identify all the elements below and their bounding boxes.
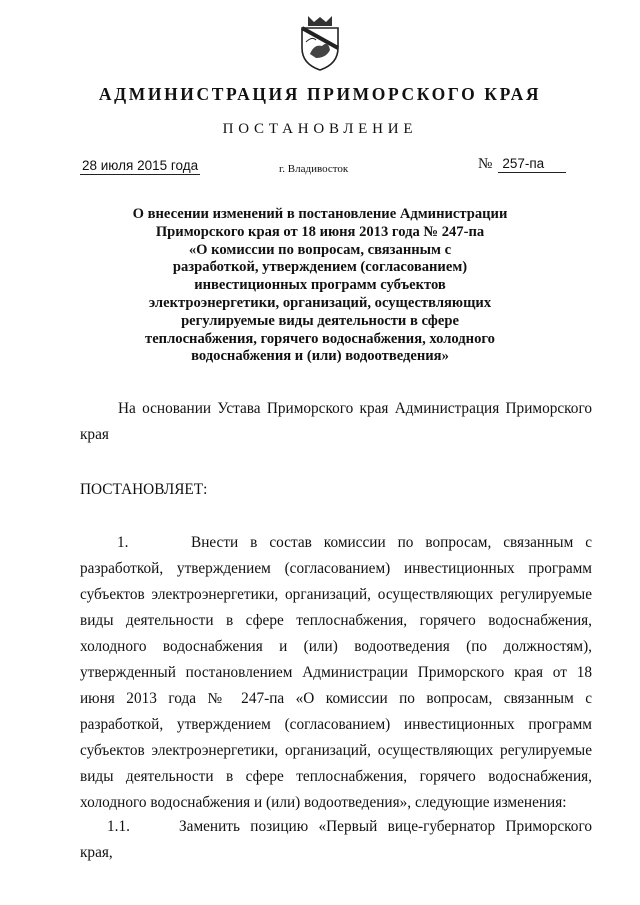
- number-sign: №: [478, 156, 493, 172]
- heading-line: регулируемые виды деятельности в сфере: [181, 312, 459, 329]
- document-heading: [120, 206, 520, 366]
- document-date: 28 июля 2015 года: [82, 158, 199, 173]
- heading-line: Приморского края от 18 июня 2013 года № 247-па: [155, 223, 485, 240]
- coat-of-arms-emblem: [296, 14, 344, 72]
- document-city: г. Владивосток: [279, 163, 349, 175]
- heading-line: электроэнергетики, организаций, осуществляющих: [148, 294, 492, 311]
- item-1-1-text: Заменить позицию «Первый вице-губернатор Приморского края,: [80, 818, 592, 861]
- heading-line: разработкой, утверждением (согласованием): [172, 259, 468, 276]
- item-1-paragraph: [80, 530, 592, 816]
- document-type: ПОСТАНОВЛЕНИЕ: [222, 121, 418, 137]
- item-1-text: Внести в состав комиссии по вопросам, связанным с разработкой, утверждением (согласованием) инвестиционных программ субъектов электроэнергетики, организаций, осуществляющих регулируемые виды деятельности в сфере теплоснабжения, горячего водоснабжения, холодного водоснабжения и (или) водоотведения (по должностям), утвержденный постановлением Администрации Приморского края от 18 июня 2013 года № 247-па «О комиссии по вопросам, связанным с разработкой, утверждением (согласованием) инвестиционных программ субъектов электроэнергетики, организаций, осуществляющих регулируемые виды деятельности в сфере теплоснабжения, горячего водоснабжения, холодного водоснабжения и (или) водоотведения», следующие изменения:: [80, 534, 592, 811]
- number-value: 257-па: [498, 156, 566, 173]
- heading-line: теплоснабжения, горячего водоснабжения, холодного: [145, 330, 495, 347]
- document-number: [478, 156, 566, 173]
- basis-paragraph: На основании Устава Приморского края Администрация Приморского края: [80, 400, 592, 443]
- heading-line: «О комиссии по вопросам, связанным с: [188, 241, 452, 258]
- item-1-1-paragraph: [80, 814, 592, 866]
- item-1-1-number: 1.1.: [107, 818, 130, 835]
- decree-word: ПОСТАНОВЛЯЕТ:: [80, 481, 208, 498]
- heading-line: водоснабжения и (или) водоотведения»: [191, 348, 449, 365]
- heading-line: инвестиционных программ субъектов: [194, 277, 446, 294]
- heading-line: О внесении изменений в постановление Администрации: [132, 206, 508, 222]
- organization-title: АДМИНИСТРАЦИЯ ПРИМОРСКОГО КРАЯ: [98, 84, 542, 104]
- item-1-number: 1.: [117, 534, 129, 551]
